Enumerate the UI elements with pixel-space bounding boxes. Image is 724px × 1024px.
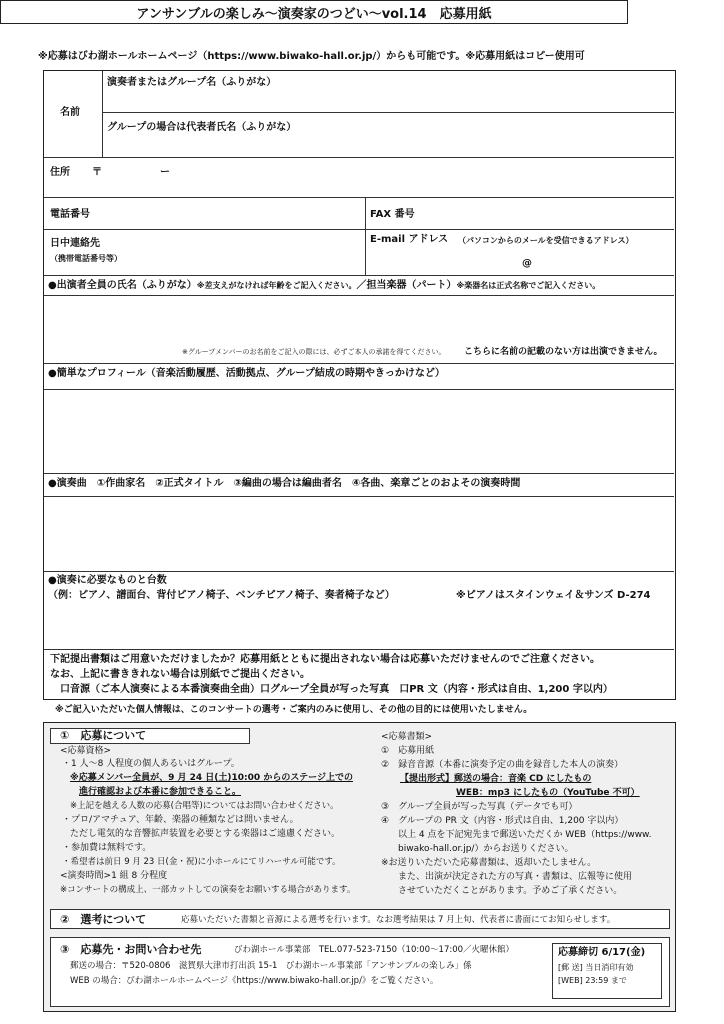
deadline-title: 応募締切 6/17(金) (558, 947, 646, 958)
qual-1-underline-2: 進行確認および本番に参加できること。 (79, 787, 242, 797)
time-note: ※コンサートの構成上、一部カットしての演奏をお願いする場合があります。 (60, 885, 356, 895)
time-line: <演奏時間>1 組 8 分程度 (60, 871, 168, 881)
doc-note-3: させていただくことがあります。予めご了承ください。 (398, 886, 623, 896)
pieces-label: ●演奏曲 ①作曲家名 ②正式タイトル ③編曲の場合は編曲者名 ④各曲、楽章ごとのおよその演奏時間 (48, 478, 521, 489)
doc-2-format: 【提出形式】郵送の場合：音楽 CD にしたもの (400, 774, 592, 784)
section-1-title: ① 応募について (60, 729, 147, 742)
qual-4: ・希望者は前日 9 月 23 日(金・祝)に小ホールにてリハーサル可能です。 (62, 857, 341, 867)
doc-4a: 以上 4 点を下記宛先まで郵送いただくか WEB（https://www. (398, 830, 652, 840)
postal-mark: 〒 (92, 167, 102, 178)
needs-example: （例：ピアノ、譜面台、背付ピアノ椅子、ベンチピアノ椅子、奏者椅子など） (48, 590, 395, 601)
email-label: E-mail アドレス (370, 234, 449, 245)
doc-note-2: また、出演が決定された方の写真・書類は、広報等に使用 (398, 872, 633, 882)
deadline-web: [WEB] 23:59 まで (558, 976, 627, 985)
members-footnote: ※グループメンバーのお名前をご記入の際には、必ずご本人の承諾を得てください。 (182, 348, 446, 356)
qual-2b: ただし電気的な音響拡声装置を必要とする楽器はご遠慮ください。 (70, 829, 341, 839)
performer-label: 演奏者またはグループ名（ふりがな） (107, 77, 277, 88)
qual-1-underline-1: ※応募メンバー全員が、9 月 24 日(土)10:00 からのステージ上での (70, 773, 353, 783)
profile-label: ●簡単なプロフィール（音楽活動履歴、活動拠点、グループ結成の時期やきっかけなど） (48, 368, 445, 379)
phone-label: 電話番号 (50, 209, 90, 220)
at-mark: @ (522, 258, 532, 269)
qual-3: ・参加費は無料です。 (62, 843, 152, 853)
doc-1: ① 応募用紙 (381, 746, 435, 756)
representative-label: グループの場合は代表者氏名（ふりがな） (107, 122, 297, 133)
check-line-1: 下記提出書類はご用意いただけましたか？応募用紙とともに提出されない場合は応募いただけませんのでご注意ください。 (50, 654, 600, 665)
section-3-org: びわ湖ホール事業部 TEL.077-523-7150（10:00〜17:00／火曜休館） (234, 945, 515, 955)
qual-2: ・プロ/アマチュア、年齢、楽器の種類などは問いません。 (62, 815, 299, 825)
doc-4b: biwako-hall.or.jp/）からお送りください。 (398, 844, 574, 854)
fax-label: FAX 番号 (370, 209, 415, 220)
qual-1: ・1 人〜8 人程度の個人あるいはグループ。 (62, 759, 240, 769)
page-title: アンサンブルの楽しみ〜演奏家のつどい〜vol.14 応募用紙 (0, 0, 628, 24)
qualification-head: <応募資格> (60, 746, 112, 756)
application-form (43, 70, 676, 700)
notice-top: ※応募はびわ湖ホールホームページ（https://www.biwako-hall.or.jp/）からも可能です。※応募用紙はコピー使用可 (38, 51, 585, 62)
privacy-note: ※ご記入いただいた個人情報は、このコンサートの選考・ご案内のみに使用し、その他の目的には使用いたしません。 (55, 705, 533, 715)
section-3-web[interactable]: WEB の場合：びわ湖ホールホームページ《https://www.biwako-hall.or.jp/》をご覧ください。 (70, 976, 439, 986)
deadline-post: [郵 送] 当日消印有効 (558, 963, 634, 972)
needs-piano-note: ※ピアノはスタインウェイ＆サンズ D-274 (456, 590, 651, 601)
email-sub: （パソコンからのメールを受信できるアドレス） (458, 236, 634, 245)
qual-1-note: ※上記を越える人数の応募(合唱等)についてはお問い合わせください。 (70, 801, 339, 811)
members-warning: こちらに名前の記載のない方は出演できません。 (464, 347, 663, 357)
check-items[interactable]: 口音源（ご本人演奏による本番演奏曲全曲）口グループ全員が写った写真 口PR 文（内容・形式は自由、1,200 字以内） (60, 684, 613, 695)
postal-dash: ー (160, 167, 170, 178)
members-label: ●出演者全員の氏名（ふりがな）※差支えがなければ年齢をご記入ください。／担当楽器（パート）※楽器名は正式名称でご記入ください。 (48, 280, 601, 291)
day-contact-label: 日中連絡先 (50, 238, 100, 249)
docs-head: <応募書類> (381, 732, 433, 742)
check-line-2: なお、上記に書ききれない場合は別紙でご提出ください。 (50, 669, 310, 680)
doc-note-1: ※お送りいただいた応募書類は、返却いたしません。 (381, 858, 597, 868)
day-contact-sub: （携帯電話番号等） (50, 254, 122, 263)
section-3-title: ③ 応募先・お問い合わせ先 (60, 943, 202, 956)
section-2-text: 応募いただいた書類と音源による選考を行います。なお選考結果は 7 月上旬、代表者に書面にてお知らせします。 (181, 915, 616, 925)
doc-2: ② 録音音源（本番に演奏予定の曲を録音した本人の演奏） (381, 760, 624, 770)
doc-4: ④ グループの PR 文（内容・形式は自由、1,200 字以内） (381, 816, 624, 826)
doc-2-web: WEB：mp3 にしたもの（YouTube 不可） (456, 788, 640, 798)
needs-label: ●演奏に必要なものと台数 (48, 575, 167, 586)
section-3-mail: 郵送の場合：〒520-0806 滋賀県大津市打出浜 15-1 びわ湖ホール事業部「アンサンブルの楽しみ」係 (70, 961, 472, 971)
info-panel (43, 722, 676, 1012)
section-2-title: ② 選考について (60, 913, 147, 926)
doc-3: ③ グループ全員が写った写真（データでも可） (381, 802, 578, 812)
address-label: 住所 (50, 167, 70, 178)
name-label: 名前 (60, 107, 80, 118)
